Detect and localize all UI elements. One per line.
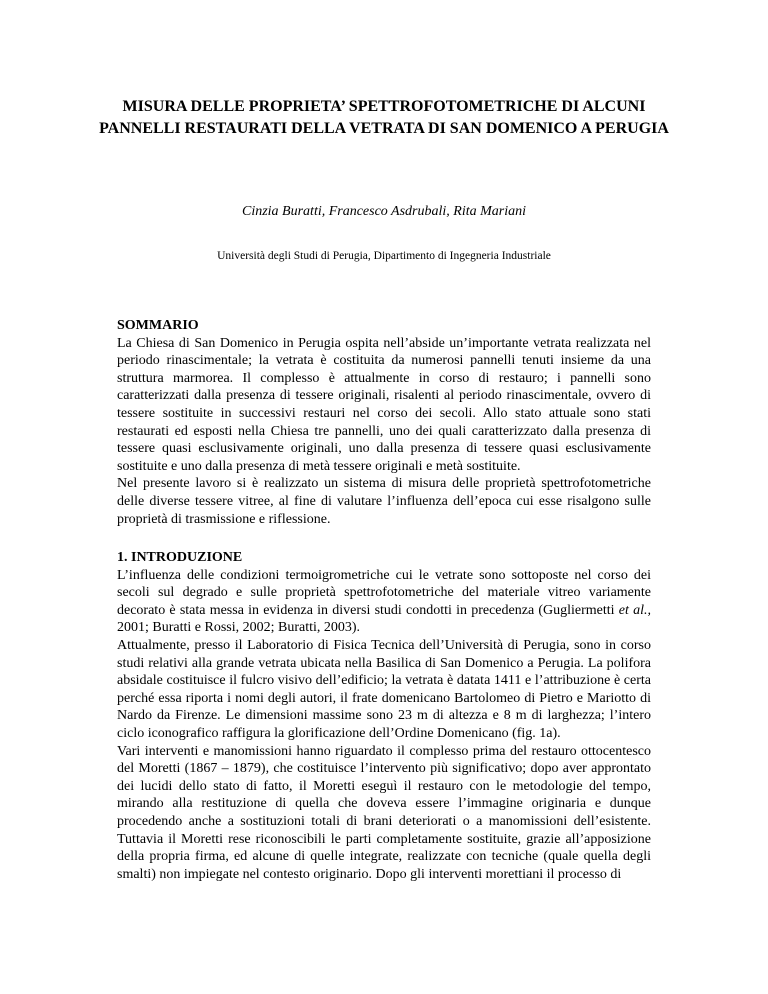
et-al-text: et al., xyxy=(618,602,651,618)
paragraph: Vari interventi e manomissioni hanno riguardato il complesso prima del restauro ottocentesco del Moretti (1867 – 1879), che costituisce l’intervento più significativo; dopo aver approntato dei lucidi dello stato di fatto, il Moretti eseguì il restauro con le metodologie del tempo, mirando alla restituzione di quella che doveva essere l’immagine originaria e dunque procedendo anche a sostituzioni totali di brani deteriorati o a manomissioni dell’esistente. Tuttavia il Moretti rese riconoscibili le parti completamente sostituite, grazie all’apposizione della propria firma, ed alcune di quelle integrate, realizzate con tecniche (quale quella degli smalti) non impiegate nel contesto originario. Dopo gli interventi morettiani il processo di xyxy=(117,743,651,882)
introduction-section xyxy=(117,549,651,883)
paper-title: MISURA DELLE PROPRIETA’ SPETTROFOTOMETRICHE DI ALCUNI PANNELLI RESTAURATI DELLA VETRATA DI SAN DOMENICO A PERUGIA xyxy=(99,98,669,137)
sommario-section xyxy=(117,317,651,528)
paragraph: La Chiesa di San Domenico in Perugia ospita nell’abside un’importante vetrata realizzata nel periodo rinascimentale; la vetrata è costituita da numerosi pannelli tenuti insieme da una struttura marmorea. Il complesso è attualmente in corso di restauro; i pannelli sono caratterizzati dalla presenza di tessere originali, risalenti al periodo rinascimentale, ovvero di tessere sostituite in successivi restauri nel corso dei secoli. Allo stato attuale sono stati restaurati ed esposti nella Chiesa tre pannelli, uno dei quali caratterizzato dalla presenza di tessere quasi esclusivamente originali, uno dalla presenza di tessere quasi esclusivamente sostituite e uno dalla presenza di metà tessere originali e metà sostituite. xyxy=(117,335,651,474)
paragraph xyxy=(117,567,651,637)
paragraph: Attualmente, presso il Laboratorio di Fisica Tecnica dell’Università di Perugia, sono in corso studi relativi alla grande vetrata ubicata nella Basilica di San Domenico a Perugia. La polifora absidale costituisce il fulcro visivo dell’edificio; la vetrata è datata 1411 e l’attribuzione è certa perché essa riporta i nomi degli autori, il frate domenicano Bartolomeo di Pietro e Mariotto di Nardo da Firenze. Le dimensioni massime sono 23 m di altezza e 8 m di larghezza; l’intero ciclo iconografico raffigura la glorificazione dell’Ordine Domenicano (fig. 1a). xyxy=(117,637,651,741)
author-list: Cinzia Buratti, Francesco Asdrubali, Rita Mariani xyxy=(241,204,527,219)
section-heading-sommario: SOMMARIO xyxy=(117,318,199,333)
paragraph-text: L’influenza delle condizioni termoigrometriche cui le vetrate sono sottoposte nel corso dei secoli sul degrado e sulle proprietà spettrofotometriche del materiale vitreo variamente decorato è stata messa in evidenza in diversi studi condotti in precedenza (Gugliermetti xyxy=(117,567,651,618)
affiliation: Università degli Studi di Perugia, Dipartimento di Ingegneria Industriale xyxy=(217,250,551,262)
paragraph: Nel presente lavoro si è realizzato un sistema di misura delle proprietà spettrofotometriche delle diverse tessere vitree, al fine di valutare l’influenza dell’epoca cui esse risalgono sulle proprietà di trasmissione e riflessione. xyxy=(117,476,651,527)
section-heading-introduzione: 1. INTRODUZIONE xyxy=(117,550,243,565)
paragraph-text: 2001; Buratti e Rossi, 2002; Buratti, 2003). xyxy=(117,620,361,636)
